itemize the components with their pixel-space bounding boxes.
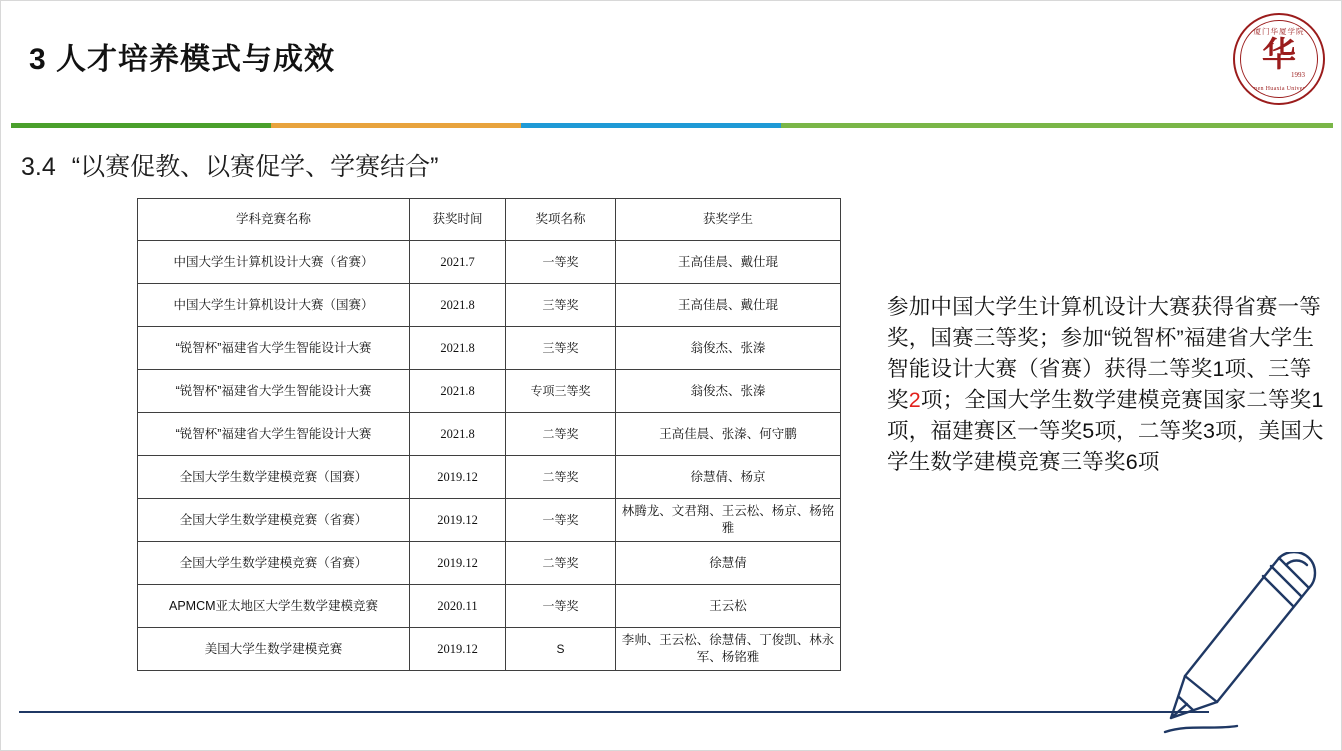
logo-monogram: 华 [1262,37,1296,74]
pencil-sketch-icon [1159,552,1319,742]
cell-competition: 全国大学生数学建模竞赛（省赛） [138,542,410,585]
cell-competition: 中国大学生计算机设计大赛（国赛） [138,284,410,327]
logo-inner-ring [1240,20,1318,98]
color-segment-blue [521,123,781,128]
cell-competition: 全国大学生数学建模竞赛（国赛） [138,456,410,499]
cell-competition: “锐智杯”福建省大学生智能设计大赛 [138,413,410,456]
cell-date: 2021.8 [410,413,506,456]
color-segment-lightgreen [781,123,1333,128]
summary-note-part2: 项；全国大学生数学建模竞赛国家二等奖1项，福建赛区一等奖5项，二等奖3项，美国大学生数学建模竞赛三等奖6项 [887,388,1324,474]
footer-divider [19,711,1209,713]
cell-students: 李帅、王云松、徐慧倩、丁俊凯、林永军、杨铭雅 [616,628,841,671]
table-header-row [138,199,841,241]
cell-award: S [506,628,616,671]
cell-award: 一等奖 [506,241,616,284]
section-number: 3.4 [21,153,56,181]
cell-date: 2021.7 [410,241,506,284]
cell-award: 二等奖 [506,413,616,456]
cell-date: 2020.11 [410,585,506,628]
section-title: “以赛促教、以赛促学、学赛结合” [71,153,439,181]
cell-students: 翁俊杰、张溱 [616,370,841,413]
table-row [138,241,841,284]
cell-award: 专项三等奖 [506,370,616,413]
color-segment-orange [271,123,521,128]
cell-date: 2021.8 [410,370,506,413]
cell-students: 林腾龙、文君翔、王云松、杨京、杨铭雅 [616,499,841,542]
cell-award: 一等奖 [506,585,616,628]
cell-students: 王高佳晨、戴仕琨 [616,241,841,284]
cell-competition: “锐智杯”福建省大学生智能设计大赛 [138,327,410,370]
table-row [138,413,841,456]
cell-award: 三等奖 [506,284,616,327]
cell-award: 一等奖 [506,499,616,542]
summary-note [887,292,1325,478]
logo-english-text: Xiamen Huaxia University [1243,86,1315,92]
table-row [138,327,841,370]
cell-award: 二等奖 [506,542,616,585]
cell-students: 王高佳晨、戴仕琨 [616,284,841,327]
cell-date: 2019.12 [410,542,506,585]
slide-header [1,1,1342,119]
awards-table-wrapper [137,198,840,671]
cell-date: 2019.12 [410,456,506,499]
color-segment-green [11,123,271,128]
table-row [138,284,841,327]
cell-date: 2019.12 [410,628,506,671]
logo-chinese-text: 厦门华厦学院 [1253,27,1305,36]
cell-competition: APMCM亚太地区大学生数学建模竞赛 [138,585,410,628]
cell-students: 王高佳晨、张溱、何守鹏 [616,413,841,456]
cell-date: 2021.8 [410,327,506,370]
cell-students: 王云松 [616,585,841,628]
cell-students: 翁俊杰、张溱 [616,327,841,370]
page-title: 3 人才培养模式与成效 [29,43,336,76]
university-logo [1233,13,1325,105]
cell-award: 二等奖 [506,456,616,499]
cell-date: 2019.12 [410,499,506,542]
column-header-date: 获奖时间 [410,199,506,241]
table-row [138,370,841,413]
logo-year: 1993 [1291,71,1305,79]
cell-competition: 全国大学生数学建模竞赛（省赛） [138,499,410,542]
table-row [138,585,841,628]
column-header-award: 奖项名称 [506,199,616,241]
table-row [138,628,841,671]
summary-note-part1: 参加中国大学生计算机设计大赛获得省赛一等奖，国赛三等奖；参加“锐智杯”福建省大学生智能设计大赛（省赛）获得二等奖1项、三等奖 [887,295,1322,412]
table-row [138,542,841,585]
cell-award: 三等奖 [506,327,616,370]
section-subtitle [21,147,438,183]
column-header-students: 获奖学生 [616,199,841,241]
header-color-bar [11,123,1333,128]
cell-students: 徐慧倩 [616,542,841,585]
cell-competition: 美国大学生数学建模竞赛 [138,628,410,671]
awards-table [137,198,841,671]
cell-students: 徐慧倩、杨京 [616,456,841,499]
column-header-competition: 学科竞赛名称 [138,199,410,241]
summary-note-highlight: 2 [908,388,921,412]
table-row [138,499,841,542]
cell-competition: “锐智杯”福建省大学生智能设计大赛 [138,370,410,413]
cell-competition: 中国大学生计算机设计大赛（省赛） [138,241,410,284]
cell-date: 2021.8 [410,284,506,327]
table-row [138,456,841,499]
